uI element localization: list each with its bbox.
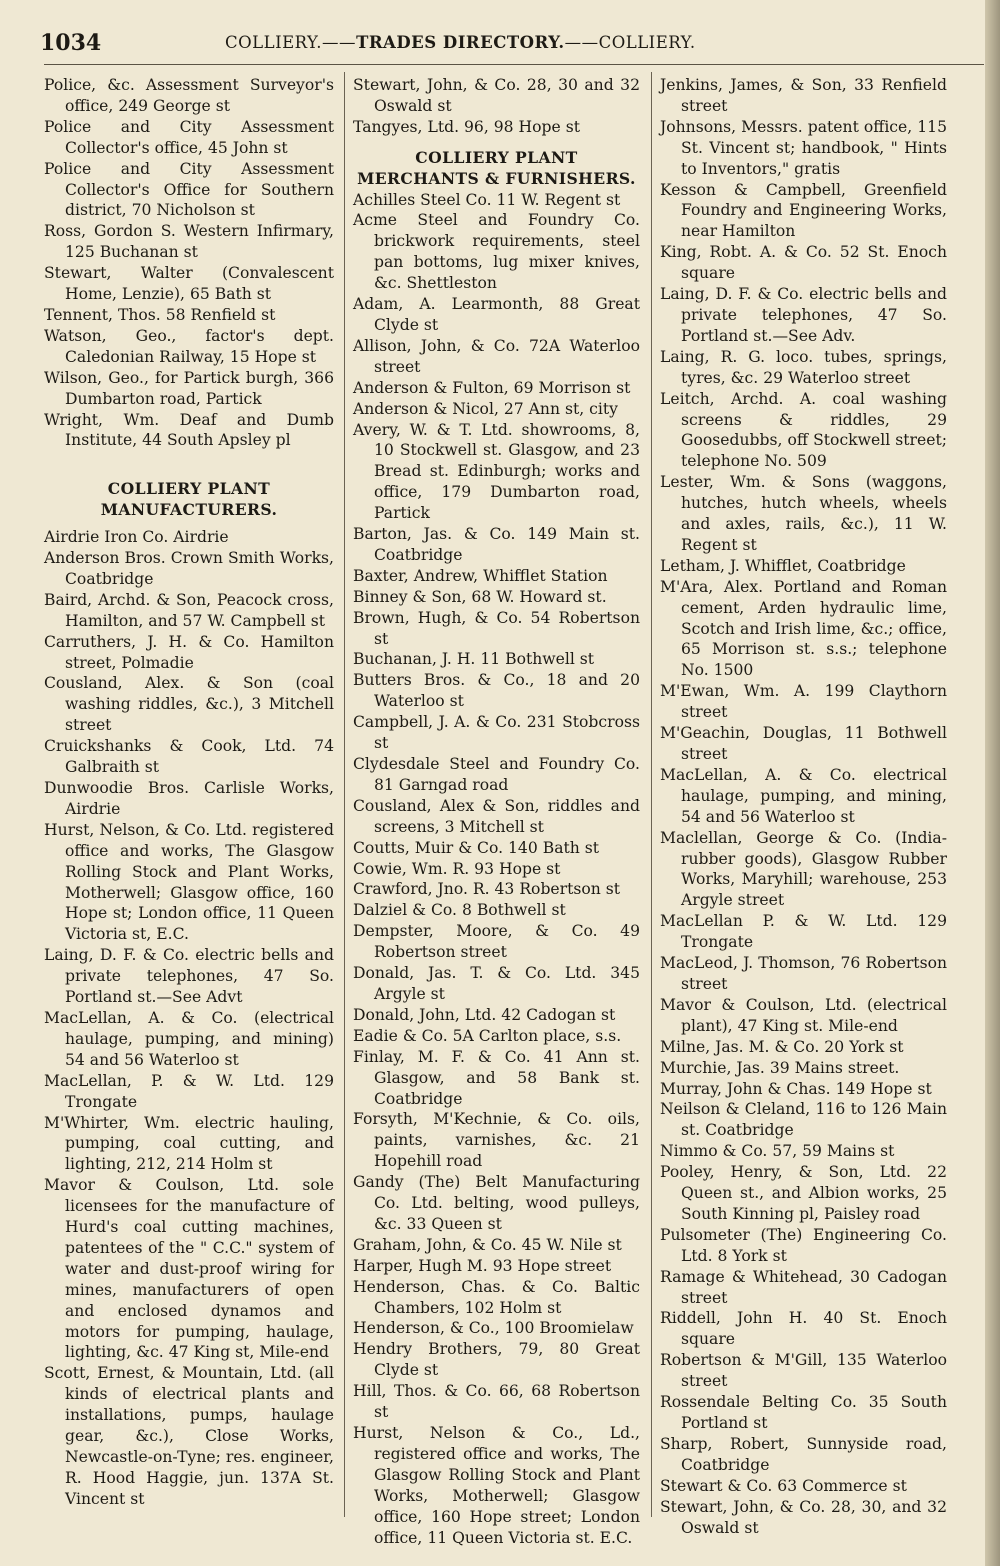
directory-entry: Donald, John, Ltd. 42 Cadogan st (353, 1005, 616, 1024)
directory-entry: Graham, John, & Co. 45 W. Nile st (353, 1235, 622, 1254)
directory-entry: Letham, J. Whifflet, Coatbridge (660, 556, 906, 575)
directory-entry: Anderson & Nicol, 27 Ann st, city (353, 399, 618, 418)
directory-entry: Robertson & M'Gill, 135 Waterloo street (660, 1351, 947, 1391)
directory-entry: Henderson, Chas. & Co. Baltic Chambers, 102 Holm st (353, 1277, 640, 1317)
heading-manufacturers: COLLIERY PLANT MANUFACTURERS. (100, 479, 278, 520)
directory-entry: Tennent, Thos. 58 Renfield st (44, 305, 276, 324)
directory-entry: Wilson, Geo., for Partick burgh, 366 Dumbarton road, Partick (44, 368, 334, 408)
directory-entry: M'Ara, Alex. Portland and Roman cement, Arden hydraulic lime, Scotch and Irish lime, &c.; office, 65 Morrison st. s.s.; telephone No. 1500 (660, 577, 947, 680)
directory-entry: M'Ewan, Wm. A. 199 Claythorn street (660, 682, 947, 722)
directory-entry: Johnsons, Messrs. patent office, 115 St. Vincent st; handbook, " Hints to Inventors," gratis (660, 117, 947, 178)
directory-entry: Murray, John & Chas. 149 Hope st (660, 1079, 932, 1098)
directory-entry: Gandy (The) Belt Manufacturing Co. Ltd. belting, wood pulleys, &c. 33 Queen st (353, 1173, 640, 1233)
directory-entry: Wright, Wm. Deaf and Dumb Institute, 44 South Apsley pl (44, 410, 334, 450)
header-right: ——COLLIERY. (564, 33, 696, 52)
column-3 (660, 75, 947, 1538)
directory-entry: Crawford, Jno. R. 43 Robertson st (353, 880, 621, 899)
directory-entry: Clydesdale Steel and Foundry Co. 81 Garngad road (353, 755, 640, 794)
directory-entry: Carruthers, J. H. & Co. Hamilton street, Polmadie (44, 632, 334, 672)
heading-merchants-line-1: COLLIERY PLANT (415, 147, 578, 167)
directory-entry: M'Whirter, Wm. electric hauling, pumping, coal cutting, and lighting, 212, 214 Holm st (44, 1113, 334, 1174)
directory-entry: Stewart, John, & Co. 28, 30 and 32 Oswald st (353, 76, 640, 115)
directory-entry: Stewart & Co. 63 Commerce st (660, 1476, 907, 1495)
directory-entry: Riddell, John H. 40 St. Enoch square (660, 1309, 947, 1349)
directory-entry: Achilles Steel Co. 11 W. Regent st (353, 190, 621, 209)
directory-entry: Henderson, & Co., 100 Broomielaw (353, 1319, 634, 1338)
directory-entry: Laing, D. F. & Co. electric bells and private telephones, 47 So. Portland st.—See Adv. (660, 285, 947, 345)
directory-entry: Pulsometer (The) Engineering Co. Ltd. 8 York st (660, 1225, 947, 1265)
directory-entry: Police and City Assessment Collector's Office for Southern district, 70 Nicholson st (44, 159, 334, 220)
directory-entry: Maclellan, George & Co. (India-rubber goods), Glasgow Rubber Works, Maryhill; warehouse, 253 Argyle street (660, 828, 947, 910)
directory-entry: Dalziel & Co. 8 Bothwell st (353, 901, 566, 920)
directory-entry: Hill, Thos. & Co. 66, 68 Robertson st (353, 1382, 640, 1422)
directory-entry: Dunwoodie Bros. Carlisle Works, Airdrie (44, 779, 334, 818)
directory-entry: Cruickshanks & Cook, Ltd. 74 Galbraith st (44, 737, 334, 777)
column-divider-2 (651, 72, 652, 1517)
directory-entry: Pooley, Henry, & Son, Ltd. 22 Queen st., and Albion works, 25 South Kinning pl, Paisley road (660, 1163, 947, 1223)
directory-entry: Eadie & Co. 5A Carlton place, s.s. (353, 1026, 622, 1045)
directory-entry: MacLellan, A. & Co. electrical haulage, pumping, and mining, 54 and 56 Waterloo st (660, 765, 947, 826)
directory-entry: MacLeod, J. Thomson, 76 Robertson street (660, 954, 947, 993)
directory-entry: Cousland, Alex & Son, riddles and screens, 3 Mitchell st (353, 796, 640, 836)
page-edge (985, 0, 1000, 1566)
directory-entry: King, Robt. A. & Co. 52 St. Enoch square (660, 243, 947, 283)
directory-entry: Stewart, Walter (Convalescent Home, Lenzie), 65 Bath st (44, 264, 334, 304)
manufacturers-list (44, 527, 334, 1510)
directory-entry: Harper, Hugh M. 93 Hope street (353, 1256, 612, 1275)
directory-entry: Lester, Wm. & Sons (waggons, hutches, hutch wheels, wheels and axles, rails, &c.), 11 W. Regent st (660, 473, 947, 554)
directory-entry: Stewart, John, & Co. 28, 30, and 32 Oswald st (660, 1497, 947, 1537)
directory-entry: Ross, Gordon S. Western Infirmary, 125 Buchanan st (44, 222, 334, 262)
directory-entry: Police, &c. Assessment Surveyor's office, 249 George st (44, 76, 334, 115)
directory-entry: Baxter, Andrew, Whifflet Station (353, 566, 608, 585)
directory-entry: Cousland, Alex. & Son (coal washing riddles, &c.), 3 Mitchell street (44, 674, 334, 735)
directory-entry: Coutts, Muir & Co. 140 Bath st (353, 838, 600, 857)
directory-entry: Neilson & Cleland, 116 to 126 Main st. Coatbridge (660, 1100, 947, 1140)
directory-entry: Baird, Archd. & Son, Peacock cross, Hamilton, and 57 W. Campbell st (44, 590, 334, 630)
directory-entry: Buchanan, J. H. 11 Bothwell st (353, 650, 595, 669)
header-rule (44, 64, 984, 65)
directory-entry: Rossendale Belting Co. 35 South Portland st (660, 1393, 947, 1432)
directory-entry: Adam, A. Learmonth, 88 Great Clyde st (353, 295, 640, 334)
directory-entry: MacLellan P. & W. Ltd. 129 Trongate (660, 912, 947, 952)
directory-entry: Anderson & Fulton, 69 Morrison st (353, 378, 631, 397)
directory-entry: Laing, D. F. & Co. electric bells and private telephones, 47 So. Portland st.—See Advt (44, 946, 334, 1007)
directory-entry: Mavor & Coulson, Ltd. sole licensees for the manufacture of Hurd's coal cutting machines, patentees of the " C.C." system of water and dust-proof wiring for mines, manufacturers of open and enclosed dynamos and motors for pumping, haulage, lighting, &c. 47 King st, Mile-end (44, 1176, 334, 1362)
directory-entry: Airdrie Iron Co. Airdrie (44, 528, 229, 547)
directory-entry: Ramage & Whitehead, 30 Cadogan street (660, 1267, 947, 1307)
directory-entry: Kesson & Campbell, Greenfield Foundry and Engineering Works, near Hamilton (660, 180, 947, 241)
column-2 (353, 75, 640, 1548)
directory-entry: Hurst, Nelson, & Co. Ltd. registered office and works, The Glasgow Rolling Stock and Plant Works, Motherwell; Glasgow office, 160 Hope st; London office, 11 Queen Victoria st, E.C. (44, 820, 334, 944)
directory-entry: Hendry Brothers, 79, 80 Great Clyde st (353, 1340, 640, 1380)
merchants-list (353, 190, 640, 1549)
directory-entry: Forsyth, M'Kechnie, & Co. oils, paints, varnishes, &c. 21 Hopehill road (353, 1110, 640, 1171)
directory-entry: Acme Steel and Foundry Co. brickwork requirements, steel pan bottoms, lug mixer knives, &c. Shettleston (353, 211, 640, 293)
directory-entry: Police and City Assessment Collector's office, 45 John st (44, 117, 334, 157)
running-header (225, 33, 770, 52)
directory-entry: Leitch, Archd. A. coal washing screens & riddles, 29 Goosedubbs, off Stockwell street; telephone No. 509 (660, 389, 947, 471)
directory-entry: Murchie, Jas. 39 Mains street. (660, 1058, 900, 1077)
assessment-list (44, 75, 334, 451)
continued-list (353, 75, 640, 138)
directory-entry: MacLellan, A. & Co. (electrical haulage, pumping, and mining) 54 and 56 Waterloo st (44, 1008, 334, 1069)
directory-entry: Hurst, Nelson & Co., Ld., registered office and works, The Glasgow Rolling Stock and Plant Works, Motherwell; Glasgow office, 160 Hope street; London office, 11 Queen Victoria st. E.C. (353, 1424, 640, 1547)
directory-entry: Dempster, Moore, & Co. 49 Robertson street (353, 922, 640, 962)
page-number: 1034 (40, 30, 102, 56)
directory-entry: Brown, Hugh, & Co. 54 Robertson st (353, 608, 640, 648)
header-title: TRADES DIRECTORY. (356, 33, 565, 52)
directory-entry: Sharp, Robert, Sunnyside road, Coatbridge (660, 1434, 947, 1474)
directory-entry: Campbell, J. A. & Co. 231 Stobcross st (353, 713, 640, 753)
directory-entry: Avery, W. & T. Ltd. showrooms, 8, 10 Stockwell st. Glasgow, and 23 Bread st. Edinburgh; works and office, 179 Dumbarton road, Partick (353, 420, 640, 523)
directory-entry: Barton, Jas. & Co. 149 Main st. Coatbridge (353, 525, 640, 564)
directory-entry: Scott, Ernest, & Mountain, Ltd. (all kinds of electrical plants and installations, pumps, haulage gear, &c.), Close Works, Newcastle-on-Tyne; res. engineer, R. Hood Haggie, jun. 137A St. Vincent st (44, 1364, 334, 1508)
directory-entry: Cowie, Wm. R. 93 Hope st (353, 859, 561, 878)
directory-entry: Anderson Bros. Crown Smith Works, Coatbridge (44, 549, 334, 588)
directory-entry: Allison, John, & Co. 72A Waterloo street (353, 336, 640, 376)
directory-entry: Nimmo & Co. 57, 59 Mains st (660, 1142, 895, 1161)
directory-entry: MacLellan, P. & W. Ltd. 129 Trongate (44, 1071, 334, 1111)
directory-entry: Mavor & Coulson, Ltd. (electrical plant), 47 King st. Mile-end (660, 995, 947, 1035)
directory-entry: Donald, Jas. T. & Co. Ltd. 345 Argyle st (353, 964, 640, 1003)
directory-entry: Laing, R. G. loco. tubes, springs, tyres, &c. 29 Waterloo street (660, 347, 947, 387)
header-left: COLLIERY.—— (225, 33, 357, 52)
directory-entry: Binney & Son, 68 W. Howard st. (353, 587, 607, 606)
directory-entry: M'Geachin, Douglas, 11 Bothwell street (660, 724, 947, 763)
directory-entry: Tangyes, Ltd. 96, 98 Hope st (353, 117, 580, 136)
merchants-list-continued (660, 75, 947, 1538)
heading-merchants-line-2: MERCHANTS & FURNISHERS. (357, 168, 636, 188)
directory-entry: Butters Bros. & Co., 18 and 20 Waterloo st (353, 671, 640, 711)
directory-entry: Finlay, M. F. & Co. 41 Ann st. Glasgow, and 58 Bank st. Coatbridge (353, 1047, 640, 1108)
directory-entry: Jenkins, James, & Son, 33 Renfield street (660, 76, 947, 115)
column-divider-1 (344, 72, 345, 1517)
directory-entry: Watson, Geo., factor's dept. Caledonian Railway, 15 Hope st (44, 326, 334, 366)
heading-merchants (353, 148, 640, 190)
column-1 (44, 75, 334, 1510)
directory-entry: Milne, Jas. M. & Co. 20 York st (660, 1037, 904, 1056)
